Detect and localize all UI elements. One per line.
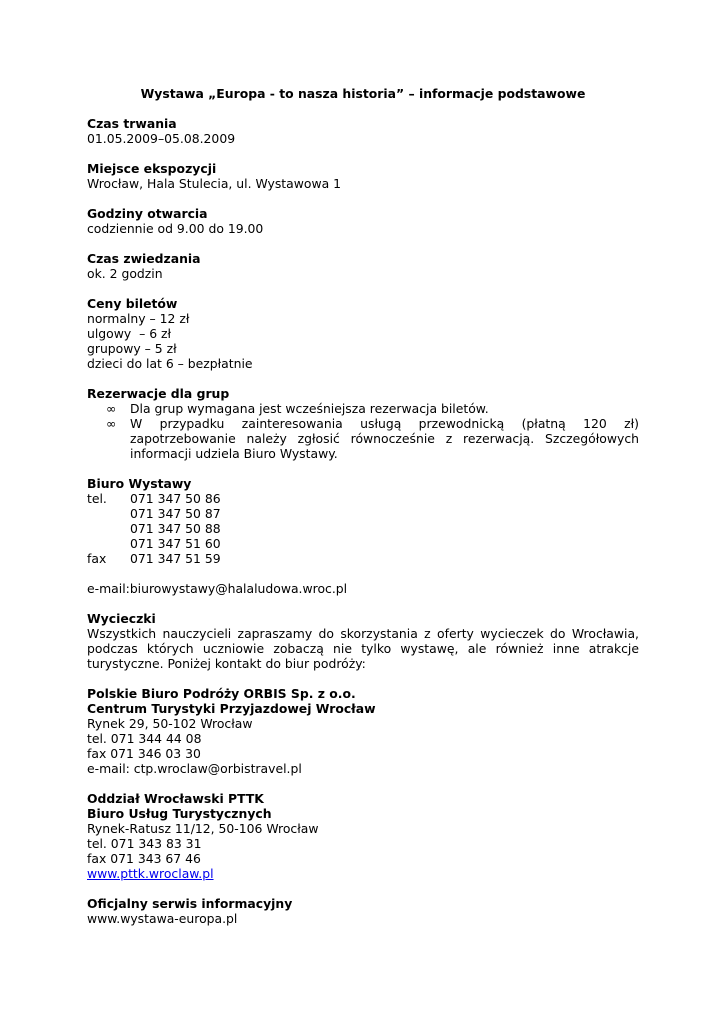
list-item (87, 416, 639, 461)
phone-number: 071 347 50 87 (130, 506, 221, 521)
phone-number: 071 347 50 86 (130, 491, 221, 506)
list-item-text: Dla grup wymagana jest wcześniejsza rezerwacja biletów. (130, 401, 489, 416)
section-rezerwacje (87, 386, 639, 461)
agency-subname: Biuro Usług Turystycznych (87, 806, 272, 821)
ticket-price: dzieci do lat 6 – bezpłatnie (87, 356, 253, 371)
section-wycieczki (87, 611, 639, 671)
section-biuro-email (87, 581, 639, 596)
official-website: www.wystawa-europa.pl (87, 911, 238, 926)
reservation-list (87, 401, 639, 461)
section-serwis (87, 896, 639, 926)
fax-number: 071 347 51 59 (130, 551, 221, 566)
infinity-bullet-icon: ∞ (106, 416, 117, 431)
section-heading: Godziny otwarcia (87, 206, 208, 221)
phone-row (87, 536, 639, 551)
section-ceny-biletow (87, 296, 639, 371)
phone-row (87, 491, 639, 506)
document-page (87, 86, 639, 941)
opening-hours: codziennie od 9.00 do 19.00 (87, 221, 264, 236)
phone-number: 071 347 50 88 (130, 521, 221, 536)
document-title: Wystawa „Europa - to nasza historia” – informacje podstawowe (140, 86, 586, 101)
agency-address: Rynek-Ratusz 11/12, 50-106 Wrocław (87, 821, 319, 836)
section-czas-trwania (87, 116, 639, 146)
agency-phone: tel. 071 343 83 31 (87, 836, 202, 851)
agency-phone: tel. 071 344 44 08 (87, 731, 202, 746)
infinity-bullet-icon: ∞ (106, 401, 117, 416)
section-pttk (87, 791, 639, 881)
pttk-website-link[interactable]: www.pttk.wroclaw.pl (87, 866, 214, 881)
phone-row (87, 506, 639, 521)
ticket-price: grupowy – 5 zł (87, 341, 177, 356)
agency-name: Oddział Wrocławski PTTK (87, 791, 264, 806)
section-miejsce (87, 161, 639, 191)
fax-row (87, 551, 639, 566)
agency-email: e-mail: ctp.wroclaw@orbistravel.pl (87, 761, 302, 776)
section-heading: Rezerwacje dla grup (87, 386, 230, 401)
section-heading: Miejsce ekspozycji (87, 161, 217, 176)
section-heading: Czas zwiedzania (87, 251, 201, 266)
section-heading: Wycieczki (87, 611, 156, 626)
section-czas-zwiedzania (87, 251, 639, 281)
agency-address: Rynek 29, 50-102 Wrocław (87, 716, 253, 731)
office-email: e-mail:biurowystawy@halaludowa.wroc.pl (87, 581, 348, 596)
section-godziny (87, 206, 639, 236)
visit-duration: ok. 2 godzin (87, 266, 163, 281)
phone-number: 071 347 51 60 (130, 536, 221, 551)
phone-row (87, 521, 639, 536)
agency-name: Polskie Biuro Podróży ORBIS Sp. z o.o. (87, 686, 356, 701)
exhibition-location: Wrocław, Hala Stulecia, ul. Wystawowa 1 (87, 176, 341, 191)
ticket-price: normalny – 12 zł (87, 311, 190, 326)
agency-subname: Centrum Turystyki Przyjazdowej Wrocław (87, 701, 376, 716)
ticket-price: ulgowy – 6 zł (87, 326, 172, 341)
tel-label: tel. (87, 491, 107, 506)
section-biuro-wystawy (87, 476, 639, 566)
section-heading: Ceny biletów (87, 296, 178, 311)
section-orbis (87, 686, 639, 776)
list-item-text: W przypadku zainteresowania usługą przewodnicką (płatną 120 zł) zapotrzebowanie należy zgłosić równocześnie z rezerwacją. Szczegółowych informacji udziela Biuro Wystawy. (130, 416, 639, 461)
fax-label: fax (87, 551, 107, 566)
list-item (87, 401, 639, 416)
agency-fax: fax 071 346 03 30 (87, 746, 201, 761)
trips-paragraph: Wszystkich nauczycieli zapraszamy do skorzystania z oferty wycieczek do Wrocławia, podczas których uczniowie zobaczą nie tylko wystawę, ale również inne atrakcje turystyczne. Poniżej kontakt do biur podróży: (87, 626, 639, 671)
section-heading: Czas trwania (87, 116, 177, 131)
section-heading: Oficjalny serwis informacyjny (87, 896, 293, 911)
agency-fax: fax 071 343 67 46 (87, 851, 201, 866)
exhibition-dates: 01.05.2009–05.08.2009 (87, 131, 236, 146)
section-heading: Biuro Wystawy (87, 476, 192, 491)
